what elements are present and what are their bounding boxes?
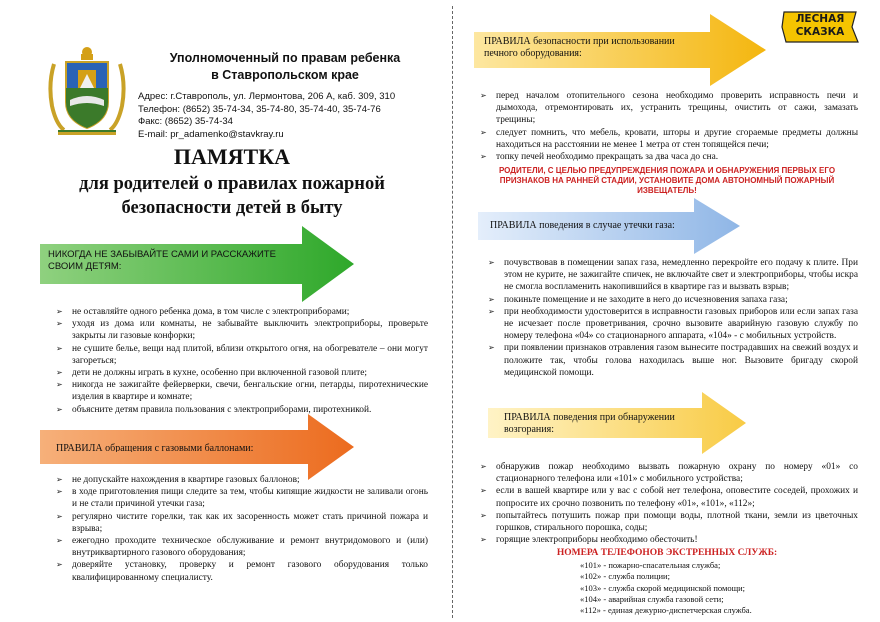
- phone-item: «112» - единая дежурно-диспетчерская служба.: [580, 605, 752, 616]
- emergency-phones-title: НОМЕРА ТЕЛЕФОНОВ ЭКСТРЕННЫХ СЛУЖБ:: [556, 548, 778, 558]
- memo-subtitle-line1: для родителей о правилах пожарной: [79, 174, 385, 194]
- list-item: ➢ покиньте помещение и не заходите в него до исчезновения запаха газа;: [488, 294, 858, 306]
- section-stove-heading-line2: печного оборудования:: [484, 48, 582, 59]
- note-line1: РОДИТЕЛИ, С ЦЕЛЬЮ ПРЕДУПРЕЖДЕНИЯ ПОЖАРА И ОБНАРУЖЕНИЯ ПЕРВЫХ ЕГО: [498, 166, 836, 175]
- logo-line1: ЛЕСНАЯ: [795, 13, 845, 25]
- phone-item: «104» - аварийная служба газовой сети;: [580, 593, 724, 604]
- section-fire-heading-line2: возгорания:: [504, 424, 554, 435]
- list-item: ➢ не допускайте нахождения в квартире газовых баллонов;: [56, 474, 428, 486]
- section-gas-cylinders-heading: ПРАВИЛА обращения с газовыми баллонами:: [56, 443, 254, 452]
- logo-text: [780, 13, 860, 39]
- list-item: ➢ топку печей необходимо прекращать за два часа до сна.: [480, 151, 858, 163]
- section-never-heading-line1: НИКОГДА НЕ ЗАБЫВАЙТЕ САМИ И РАССКАЖИТЕ: [48, 249, 276, 260]
- list-item: ➢ дети не должны играть в кухне, особенно при включенной газовой плите;: [56, 367, 428, 379]
- page-divider: [452, 6, 453, 618]
- note-line2: ПРИЗНАКОВ НА РАННЕЙ СТАДИИ, УСТАНОВИТЕ ДОМА АВТОНОМНЫЙ ПОЖАРНЫЙ: [499, 176, 835, 185]
- section-stove-heading: [484, 36, 724, 60]
- address-text: Адрес: г.Ставрополь, ул. Лермонтова, 206 А, каб. 309, 310: [138, 91, 396, 102]
- memo-subtitle-line2: безопасности детей в быту: [121, 198, 343, 218]
- list-item: ➢ объясните детям правила пользования с электроприборами, пиротехникой.: [56, 404, 428, 416]
- list-item: ➢ в ходе приготовления пищи следите за тем, чтобы кипящие жидкости не заливали огонь и не стали причиной утечки газа;: [56, 486, 428, 510]
- list-item: ➢ регулярно чистите горелки, так как их засоренность может стать причиной пожара и взрыва;: [56, 511, 428, 535]
- section-fire-heading-line1: ПРАВИЛА поведения при обнаружении: [504, 412, 675, 423]
- section-never-heading-line2: СВОИМ ДЕТЯМ:: [48, 261, 122, 272]
- section-gas-leak-list: [488, 257, 858, 379]
- list-item: ➢ перед началом отопительного сезона необходимо проверить исправность печи и дымохода, отремонтировать их, устранить трещины, очистить от сажи, замазать трещины;: [480, 90, 858, 127]
- memo-title: ПАМЯТКА: [173, 144, 291, 169]
- list-item: ➢ ежегодно проходите техническое обслуживание и ремонт внутридомового и (или) внутриквартирного газового оборудования;: [56, 535, 428, 559]
- email-text: E-mail: pr_adamenko@stavkray.ru: [138, 128, 284, 140]
- list-item: ➢ не оставляйте одного ребенка дома, в том числе с электроприборами;: [56, 306, 428, 318]
- section-gas-cylinders-list: [56, 474, 428, 584]
- list-item: ➢ почувствовав в помещении запах газа, немедленно перекройте его подачу к плите. При этом не курите, не зажигайте спичек, не включайте свет и электроприборы, чтобы искра не смогла воспламенить накопившийся в квартире газ и вызвать взрыв;: [488, 257, 858, 294]
- list-item: ➢ попытайтесь потушить пожар при помощи воды, плотной ткани, земли из цветочных горшков, стирального порошка, соды;: [480, 510, 858, 534]
- list-item: ➢ при появлении признаков отравления газом вынесите пострадавших на свежий воздух и положите так, чтобы голова находилась выше ног. Вызовите бригаду скорой медицинской помощи.: [488, 342, 858, 379]
- org-title-line1: Уполномоченный по правам ребенка: [169, 51, 401, 65]
- phone-item: «103» - служба скорой медицинской помощи;: [580, 582, 746, 593]
- list-item: ➢ уходя из дома или комнаты, не забывайте выключить электроприборы, проверьте закрыты ли газовые конфорки;: [56, 318, 428, 342]
- list-item: ➢ обнаружив пожар необходимо вызвать пожарную охрану по номеру «01» со стационарного телефона или «101» с мобильного устройства;: [480, 461, 858, 485]
- emergency-phones-list: [580, 560, 860, 616]
- section-stove-list: [480, 90, 858, 163]
- section-never-list: [56, 306, 428, 416]
- section-stove-heading-line1: ПРАВИЛА безопасности при использовании: [484, 36, 675, 47]
- org-title: [150, 50, 420, 84]
- fax-text: Факс: (8652) 35-74-34: [138, 116, 233, 127]
- list-item: ➢ если в вашей квартире или у вас с собой нет телефона, оповестите соседей, прохожих и попросите их срочно позвонить по телефону «01», «101», «112»;: [480, 485, 858, 509]
- list-item: ➢ следует помнить, что мебель, кровати, шторы и другие сгораемые предметы должны находиться на расстоянии не менее 1 метра от стен топящейся печи;: [480, 127, 858, 151]
- list-item: ➢ при необходимости удостоверится в исправности газовых приборов или если запах газа не исчезает после проветривания, срочно вызовите аварийную газовую службу по номеру телефона «04» со стационарного аппарата, «104» - с мобильных устройств.: [488, 306, 858, 343]
- list-item: ➢ не сушите белье, вещи над плитой, вблизи открытого огня, на обогревателе – они могут загореться;: [56, 343, 428, 367]
- section-never-heading: [48, 249, 308, 273]
- org-title-line2: в Ставропольском крае: [211, 68, 359, 82]
- section-fire-list: [480, 461, 858, 546]
- phone-text: Телефон: (8652) 35-74-34, 35-74-80, 35-74-40, 35-74-76: [138, 103, 381, 115]
- phone-item: «101» - пожарно-спасательная служба;: [580, 560, 721, 570]
- memo-subtitle: [40, 172, 424, 220]
- section-fire-heading: [504, 412, 714, 436]
- contacts-block: [138, 91, 395, 141]
- list-item: ➢ никогда не зажигайте фейерверки, свечи, бенгальские огни, петарды, пиротехнические изделия в квартире и комнате;: [56, 379, 428, 403]
- phone-item: «102» - служба полиции;: [580, 571, 670, 582]
- coat-of-arms-icon: [44, 44, 130, 136]
- list-item: ➢ горящие электроприборы необходимо обесточить!: [480, 534, 858, 546]
- logo-line2: СКАЗКА: [795, 26, 845, 38]
- section-gas-leak-heading: ПРАВИЛА поведения в случае утечки газа:: [490, 220, 675, 231]
- note-line3: ИЗВЕЩАТЕЛЬ!: [637, 186, 697, 195]
- list-item: ➢ доверяйте установку, проверку и ремонт газового оборудования только квалифицированному специалисту.: [56, 559, 428, 583]
- smoke-detector-note: [480, 166, 854, 196]
- lesnaya-skazka-logo: [780, 10, 860, 44]
